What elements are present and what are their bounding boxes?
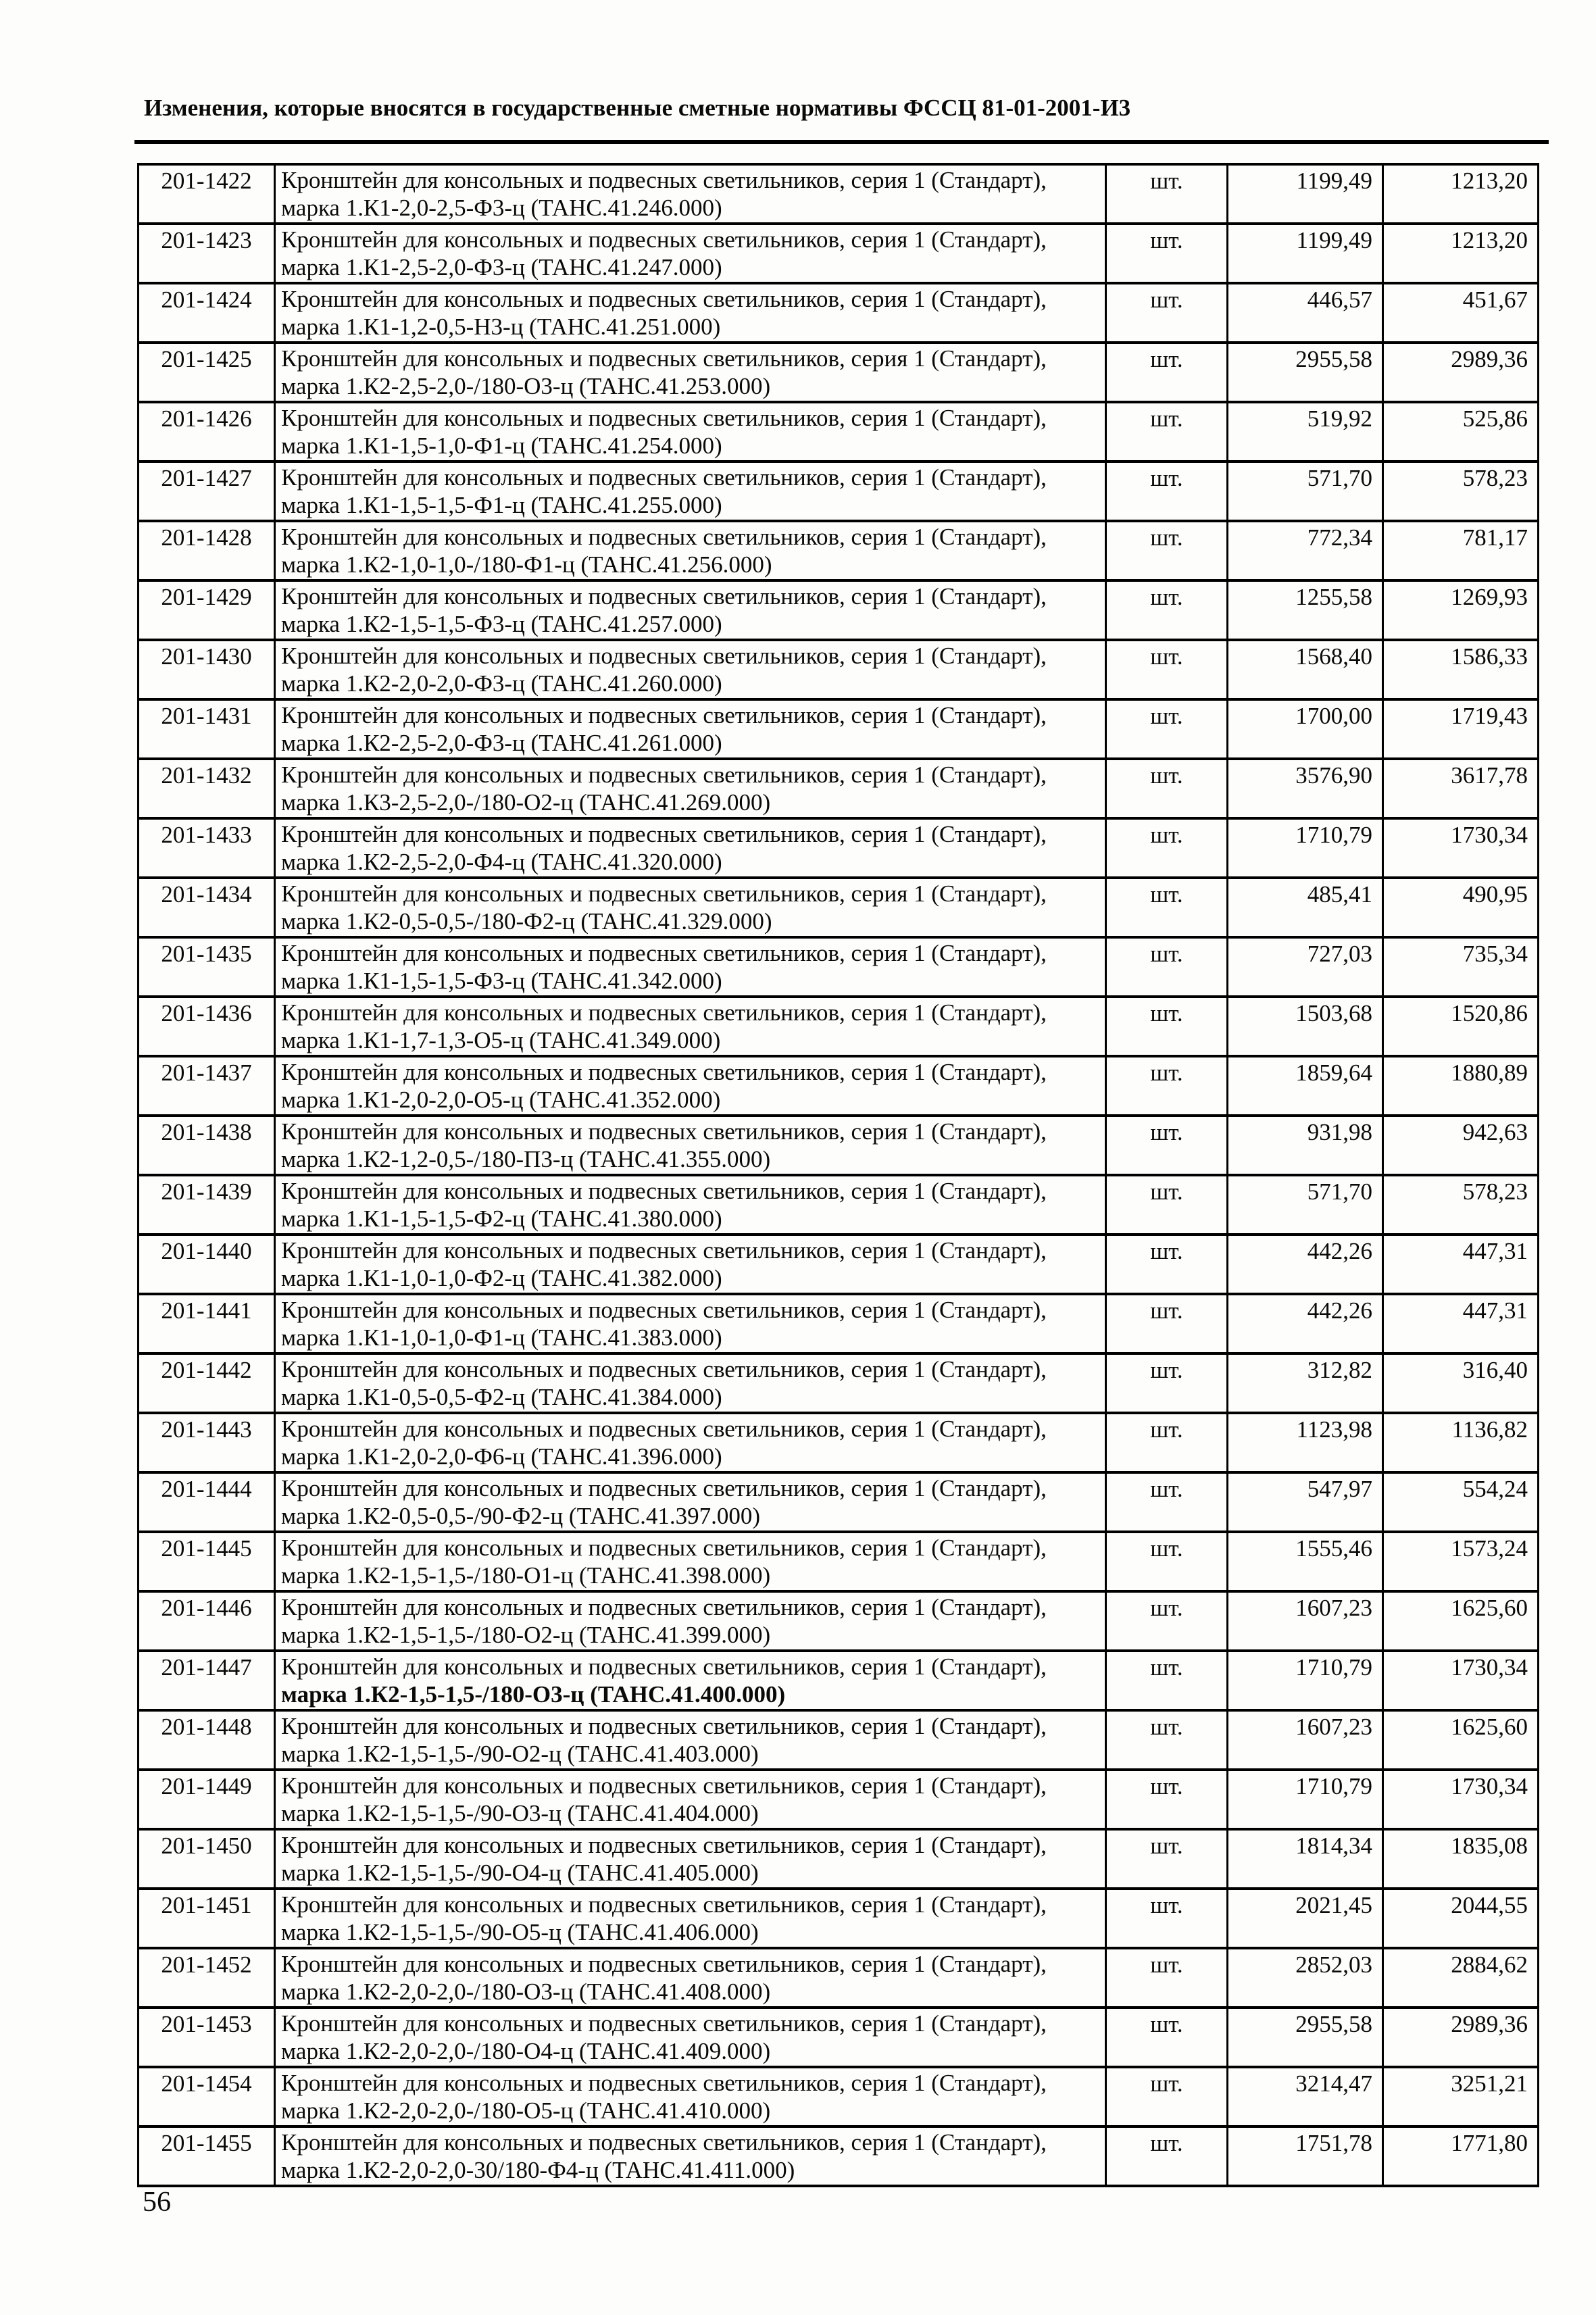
description-cell [275, 283, 1106, 343]
description-line1: Кронштейн для консольных и подвесных светильников, серия 1 (Стандарт), [281, 524, 1047, 550]
current-price-cell: 2989,36 [1383, 343, 1539, 402]
current-price-cell: 490,95 [1383, 878, 1539, 937]
base-price-cell: 519,92 [1228, 402, 1383, 462]
description-cell [275, 2008, 1106, 2067]
description-line2: марка 1.К2-0,5-0,5-/90-Ф2-ц (ТАНС.41.397.000) [281, 1503, 761, 1529]
current-price-cell: 578,23 [1383, 1175, 1539, 1235]
description-line1: Кронштейн для консольных и подвесных светильников, серия 1 (Стандарт), [281, 226, 1047, 253]
description-cell [275, 343, 1106, 402]
table-row [139, 2067, 1539, 2126]
page-number: 56 [143, 2187, 171, 2218]
unit-cell: шт. [1106, 402, 1228, 462]
table-row [139, 1591, 1539, 1651]
table-row [139, 1353, 1539, 1413]
table-row [139, 640, 1539, 699]
description-cell [275, 1948, 1106, 2008]
description-line2: марка 1.К1-1,5-1,5-Ф2-ц (ТАНС.41.380.000) [281, 1205, 722, 1232]
unit-cell: шт. [1106, 937, 1228, 997]
description-line1: Кронштейн для консольных и подвесных светильников, серия 1 (Стандарт), [281, 1297, 1047, 1323]
code-cell: 201-1436 [139, 997, 275, 1056]
unit-cell: шт. [1106, 1710, 1228, 1770]
unit-cell: шт. [1106, 1889, 1228, 1948]
description-line2: марка 1.К2-1,5-1,5-Ф3-ц (ТАНС.41.257.000) [281, 611, 722, 637]
description-line2: марка 1.К1-1,7-1,3-О5-ц (ТАНС.41.349.000) [281, 1027, 721, 1053]
current-price-cell: 1730,34 [1383, 1770, 1539, 1829]
description-cell [275, 2126, 1106, 2186]
description-cell [275, 1770, 1106, 1829]
code-cell: 201-1429 [139, 580, 275, 640]
description-line2: марка 1.К2-1,0-1,0-/180-Ф1-ц (ТАНС.41.256.000) [281, 551, 772, 578]
code-cell: 201-1443 [139, 1413, 275, 1472]
description-cell [275, 1353, 1106, 1413]
code-cell: 201-1433 [139, 818, 275, 878]
table-row [139, 2008, 1539, 2067]
unit-cell: шт. [1106, 2067, 1228, 2126]
description-cell [275, 402, 1106, 462]
base-price-cell: 1607,23 [1228, 1710, 1383, 1770]
table-row [139, 1651, 1539, 1710]
description-cell [275, 164, 1106, 224]
current-price-cell: 1269,93 [1383, 580, 1539, 640]
code-cell: 201-1451 [139, 1889, 275, 1948]
table-body [139, 164, 1539, 2186]
unit-cell: шт. [1106, 1235, 1228, 1294]
description-line1: Кронштейн для консольных и подвесных светильников, серия 1 (Стандарт), [281, 464, 1047, 491]
description-line1: Кронштейн для консольных и подвесных светильников, серия 1 (Стандарт), [281, 999, 1047, 1026]
description-line2: марка 1.К2-1,5-1,5-/90-О3-ц (ТАНС.41.404.000) [281, 1800, 759, 1826]
unit-cell: шт. [1106, 699, 1228, 759]
current-price-cell: 451,67 [1383, 283, 1539, 343]
table-row [139, 164, 1539, 224]
code-cell: 201-1440 [139, 1235, 275, 1294]
description-cell [275, 818, 1106, 878]
base-price-cell: 727,03 [1228, 937, 1383, 997]
table-row [139, 224, 1539, 283]
unit-cell: шт. [1106, 878, 1228, 937]
description-cell [275, 1591, 1106, 1651]
base-price-cell: 1123,98 [1228, 1413, 1383, 1472]
base-price-cell: 3214,47 [1228, 2067, 1383, 2126]
current-price-cell: 1136,82 [1383, 1413, 1539, 1472]
unit-cell: шт. [1106, 521, 1228, 580]
unit-cell: шт. [1106, 1770, 1228, 1829]
description-cell [275, 1294, 1106, 1353]
base-price-cell: 2955,58 [1228, 2008, 1383, 2067]
table-row [139, 402, 1539, 462]
table-row [139, 343, 1539, 402]
unit-cell: шт. [1106, 1116, 1228, 1175]
base-price-cell: 1859,64 [1228, 1056, 1383, 1116]
description-cell [275, 759, 1106, 818]
description-line2: марка 1.К1-1,0-1,0-Ф1-ц (ТАНС.41.383.000) [281, 1324, 722, 1351]
base-price-cell: 3576,90 [1228, 759, 1383, 818]
description-cell [275, 878, 1106, 937]
current-price-cell: 2989,36 [1383, 2008, 1539, 2067]
description-line2: марка 1.К2-2,0-2,0-Ф3-ц (ТАНС.41.260.000) [281, 670, 722, 697]
description-line2: марка 1.К1-1,5-1,5-Ф1-ц (ТАНС.41.255.000) [281, 492, 722, 518]
description-cell [275, 1413, 1106, 1472]
description-line1: Кронштейн для консольных и подвесных светильников, серия 1 (Стандарт), [281, 2010, 1047, 2037]
description-line1: Кронштейн для консольных и подвесных светильников, серия 1 (Стандарт), [281, 1059, 1047, 1085]
table-row [139, 1235, 1539, 1294]
current-price-cell: 1625,60 [1383, 1591, 1539, 1651]
code-cell: 201-1453 [139, 2008, 275, 2067]
current-price-cell: 1730,34 [1383, 1651, 1539, 1710]
description-line1: Кронштейн для консольных и подвесных светильников, серия 1 (Стандарт), [281, 821, 1047, 847]
current-price-cell: 942,63 [1383, 1116, 1539, 1175]
code-cell: 201-1450 [139, 1829, 275, 1889]
code-cell: 201-1444 [139, 1472, 275, 1532]
unit-cell: шт. [1106, 1353, 1228, 1413]
description-cell [275, 1532, 1106, 1591]
description-line2: марка 1.К1-1,2-0,5-Н3-ц (ТАНС.41.251.000) [281, 314, 721, 340]
base-price-cell: 1607,23 [1228, 1591, 1383, 1651]
current-price-cell: 1771,80 [1383, 2126, 1539, 2186]
base-price-cell: 931,98 [1228, 1116, 1383, 1175]
unit-cell: шт. [1106, 997, 1228, 1056]
description-line2: марка 1.К2-2,0-2,0-30/180-Ф4-ц (ТАНС.41.411.000) [281, 2157, 795, 2183]
unit-cell: шт. [1106, 580, 1228, 640]
unit-cell: шт. [1106, 2008, 1228, 2067]
table-row [139, 1413, 1539, 1472]
description-cell [275, 521, 1106, 580]
description-line1: Кронштейн для консольных и подвесных светильников, серия 1 (Стандарт), [281, 345, 1047, 372]
table-row [139, 1532, 1539, 1591]
description-line2: марка 1.К1-2,0-2,0-Ф6-ц (ТАНС.41.396.000) [281, 1443, 722, 1470]
code-cell: 201-1454 [139, 2067, 275, 2126]
description-line1: Кронштейн для консольных и подвесных светильников, серия 1 (Стандарт), [281, 1891, 1047, 1918]
table-row [139, 2126, 1539, 2186]
unit-cell: шт. [1106, 1829, 1228, 1889]
description-line1: Кронштейн для консольных и подвесных светильников, серия 1 (Стандарт), [281, 1356, 1047, 1383]
unit-cell: шт. [1106, 2126, 1228, 2186]
unit-cell: шт. [1106, 224, 1228, 283]
description-line2: марка 1.К2-1,5-1,5-/90-О2-ц (ТАНС.41.403.000) [281, 1741, 759, 1767]
base-price-cell: 1710,79 [1228, 1770, 1383, 1829]
code-cell: 201-1424 [139, 283, 275, 343]
code-cell: 201-1439 [139, 1175, 275, 1235]
description-cell [275, 1829, 1106, 1889]
table-row [139, 283, 1539, 343]
table-row [139, 1889, 1539, 1948]
page-title: Изменения, которые вносятся в государственные сметные нормативы ФССЦ 81-01-2001-И3 [144, 95, 1131, 121]
current-price-cell: 1719,43 [1383, 699, 1539, 759]
table-row [139, 1948, 1539, 2008]
unit-cell: шт. [1106, 1948, 1228, 2008]
base-price-cell: 1503,68 [1228, 997, 1383, 1056]
current-price-cell: 3617,78 [1383, 759, 1539, 818]
current-price-cell: 1573,24 [1383, 1532, 1539, 1591]
description-line2: марка 1.К2-0,5-0,5-/180-Ф2-ц (ТАНС.41.329.000) [281, 908, 772, 935]
code-cell: 201-1449 [139, 1770, 275, 1829]
table-row [139, 1175, 1539, 1235]
description-cell [275, 699, 1106, 759]
description-line2: марка 1.К2-2,0-2,0-/180-О5-ц (ТАНС.41.410.000) [281, 2097, 771, 2124]
description-cell [275, 1056, 1106, 1116]
table-row [139, 1294, 1539, 1353]
price-table [137, 163, 1539, 2187]
description-cell [275, 997, 1106, 1056]
description-cell [275, 1472, 1106, 1532]
description-cell [275, 1235, 1106, 1294]
description-line2: марка 1.К2-2,5-2,0-Ф4-ц (ТАНС.41.320.000) [281, 849, 722, 875]
current-price-cell: 1213,20 [1383, 224, 1539, 283]
description-line1: Кронштейн для консольных и подвесных светильников, серия 1 (Стандарт), [281, 1594, 1047, 1620]
table-row [139, 1472, 1539, 1532]
description-cell [275, 1175, 1106, 1235]
table-row [139, 580, 1539, 640]
description-line2: марка 1.К2-2,5-2,0-/180-О3-ц (ТАНС.41.253.000) [281, 373, 771, 399]
table-row [139, 1829, 1539, 1889]
current-price-cell: 316,40 [1383, 1353, 1539, 1413]
unit-cell: шт. [1106, 1056, 1228, 1116]
description-cell [275, 1116, 1106, 1175]
description-line2: марка 1.К1-1,5-1,0-Ф1-ц (ТАНС.41.254.000) [281, 432, 722, 459]
description-line2: марка 1.К2-1,5-1,5-/90-О4-ц (ТАНС.41.405.000) [281, 1860, 759, 1886]
base-price-cell: 571,70 [1228, 1175, 1383, 1235]
description-line1: Кронштейн для консольных и подвесных светильников, серия 1 (Стандарт), [281, 1475, 1047, 1501]
unit-cell: шт. [1106, 1532, 1228, 1591]
description-line1: Кронштейн для консольных и подвесных светильников, серия 1 (Стандарт), [281, 2070, 1047, 2096]
description-line1: Кронштейн для консольных и подвесных светильников, серия 1 (Стандарт), [281, 762, 1047, 788]
code-cell: 201-1455 [139, 2126, 275, 2186]
code-cell: 201-1432 [139, 759, 275, 818]
current-price-cell: 1835,08 [1383, 1829, 1539, 1889]
unit-cell: шт. [1106, 1175, 1228, 1235]
description-line1: Кронштейн для консольных и подвесных светильников, серия 1 (Стандарт), [281, 1951, 1047, 1977]
code-cell: 201-1447 [139, 1651, 275, 1710]
base-price-cell: 547,97 [1228, 1472, 1383, 1532]
current-price-cell: 2884,62 [1383, 1948, 1539, 2008]
table-row [139, 937, 1539, 997]
current-price-cell: 1625,60 [1383, 1710, 1539, 1770]
description-line1: Кронштейн для консольных и подвесных светильников, серия 1 (Стандарт), [281, 880, 1047, 907]
base-price-cell: 1199,49 [1228, 224, 1383, 283]
code-cell: 201-1426 [139, 402, 275, 462]
unit-cell: шт. [1106, 343, 1228, 402]
base-price-cell: 485,41 [1228, 878, 1383, 937]
description-line1: Кронштейн для консольных и подвесных светильников, серия 1 (Стандарт), [281, 1653, 1047, 1680]
description-cell [275, 224, 1106, 283]
table-row [139, 1116, 1539, 1175]
base-price-cell: 446,57 [1228, 283, 1383, 343]
current-price-cell: 447,31 [1383, 1294, 1539, 1353]
unit-cell: шт. [1106, 1294, 1228, 1353]
description-cell [275, 640, 1106, 699]
header-divider [134, 140, 1549, 144]
code-cell: 201-1446 [139, 1591, 275, 1651]
current-price-cell: 578,23 [1383, 462, 1539, 521]
description-line1: Кронштейн для консольных и подвесных светильников, серия 1 (Стандарт), [281, 1713, 1047, 1739]
current-price-cell: 447,31 [1383, 1235, 1539, 1294]
code-cell: 201-1431 [139, 699, 275, 759]
description-line2: марка 1.К2-2,5-2,0-Ф3-ц (ТАНС.41.261.000) [281, 730, 722, 756]
base-price-cell: 2955,58 [1228, 343, 1383, 402]
unit-cell: шт. [1106, 640, 1228, 699]
base-price-cell: 1255,58 [1228, 580, 1383, 640]
base-price-cell: 442,26 [1228, 1294, 1383, 1353]
description-line2: марка 1.К2-1,5-1,5-/180-О3-ц (ТАНС.41.400.000) [281, 1681, 786, 1708]
description-cell [275, 1651, 1106, 1710]
description-line1: Кронштейн для консольных и подвесных светильников, серия 1 (Стандарт), [281, 1178, 1047, 1204]
code-cell: 201-1448 [139, 1710, 275, 1770]
description-line2: марка 1.К2-1,5-1,5-/90-О5-ц (ТАНС.41.406.000) [281, 1919, 759, 1945]
table-row [139, 699, 1539, 759]
description-line2: марка 1.К1-2,0-2,0-О5-ц (ТАНС.41.352.000) [281, 1087, 721, 1113]
description-line1: Кронштейн для консольных и подвесных светильников, серия 1 (Стандарт), [281, 583, 1047, 609]
description-line2: марка 1.К1-1,0-1,0-Ф2-ц (ТАНС.41.382.000) [281, 1265, 722, 1291]
table-row [139, 997, 1539, 1056]
description-line1: Кронштейн для консольных и подвесных светильников, серия 1 (Стандарт), [281, 643, 1047, 669]
base-price-cell: 312,82 [1228, 1353, 1383, 1413]
unit-cell: шт. [1106, 818, 1228, 878]
current-price-cell: 735,34 [1383, 937, 1539, 997]
unit-cell: шт. [1106, 759, 1228, 818]
code-cell: 201-1430 [139, 640, 275, 699]
base-price-cell: 1700,00 [1228, 699, 1383, 759]
current-price-cell: 525,86 [1383, 402, 1539, 462]
current-price-cell: 554,24 [1383, 1472, 1539, 1532]
base-price-cell: 1710,79 [1228, 1651, 1383, 1710]
table-row [139, 759, 1539, 818]
code-cell: 201-1428 [139, 521, 275, 580]
description-line2: марка 1.К2-1,5-1,5-/180-О1-ц (ТАНС.41.398.000) [281, 1562, 771, 1589]
description-line2: марка 1.К2-2,0-2,0-/180-О3-ц (ТАНС.41.408.000) [281, 1978, 771, 2005]
table-row [139, 521, 1539, 580]
base-price-cell: 772,34 [1228, 521, 1383, 580]
table-row [139, 462, 1539, 521]
code-cell: 201-1445 [139, 1532, 275, 1591]
code-cell: 201-1435 [139, 937, 275, 997]
current-price-cell: 2044,55 [1383, 1889, 1539, 1948]
code-cell: 201-1422 [139, 164, 275, 224]
table-row [139, 1770, 1539, 1829]
code-cell: 201-1452 [139, 1948, 275, 2008]
code-cell: 201-1423 [139, 224, 275, 283]
base-price-cell: 2021,45 [1228, 1889, 1383, 1948]
table-row [139, 878, 1539, 937]
code-cell: 201-1425 [139, 343, 275, 402]
code-cell: 201-1441 [139, 1294, 275, 1353]
description-line1: Кронштейн для консольных и подвесных светильников, серия 1 (Стандарт), [281, 940, 1047, 966]
description-line2: марка 1.К2-1,5-1,5-/180-О2-ц (ТАНС.41.399.000) [281, 1622, 771, 1648]
current-price-cell: 1880,89 [1383, 1056, 1539, 1116]
code-cell: 201-1438 [139, 1116, 275, 1175]
description-cell [275, 580, 1106, 640]
current-price-cell: 1520,86 [1383, 997, 1539, 1056]
description-line2: марка 1.К1-2,5-2,0-Ф3-ц (ТАНС.41.247.000) [281, 254, 722, 280]
description-cell [275, 462, 1106, 521]
description-line2: марка 1.К1-0,5-0,5-Ф2-ц (ТАНС.41.384.000) [281, 1384, 722, 1410]
code-cell: 201-1442 [139, 1353, 275, 1413]
code-cell: 201-1427 [139, 462, 275, 521]
unit-cell: шт. [1106, 1651, 1228, 1710]
description-line1: Кронштейн для консольных и подвесных светильников, серия 1 (Стандарт), [281, 702, 1047, 728]
unit-cell: шт. [1106, 462, 1228, 521]
table-row [139, 818, 1539, 878]
description-line2: марка 1.К1-2,0-2,5-Ф3-ц (ТАНС.41.246.000) [281, 195, 722, 221]
code-cell: 201-1437 [139, 1056, 275, 1116]
description-line1: Кронштейн для консольных и подвесных светильников, серия 1 (Стандарт), [281, 167, 1047, 193]
description-line2: марка 1.К3-2,5-2,0-/180-О2-ц (ТАНС.41.269.000) [281, 789, 771, 816]
description-line1: Кронштейн для консольных и подвесных светильников, серия 1 (Стандарт), [281, 1237, 1047, 1264]
current-price-cell: 781,17 [1383, 521, 1539, 580]
base-price-cell: 1568,40 [1228, 640, 1383, 699]
base-price-cell: 2852,03 [1228, 1948, 1383, 2008]
base-price-cell: 1751,78 [1228, 2126, 1383, 2186]
description-line1: Кронштейн для консольных и подвесных светильников, серия 1 (Стандарт), [281, 1535, 1047, 1561]
table-row [139, 1056, 1539, 1116]
code-cell: 201-1434 [139, 878, 275, 937]
description-line1: Кронштейн для консольных и подвесных светильников, серия 1 (Стандарт), [281, 1416, 1047, 1442]
description-line1: Кронштейн для консольных и подвесных светильников, серия 1 (Стандарт), [281, 2129, 1047, 2156]
base-price-cell: 1199,49 [1228, 164, 1383, 224]
description-line1: Кронштейн для консольных и подвесных светильников, серия 1 (Стандарт), [281, 1832, 1047, 1858]
current-price-cell: 3251,21 [1383, 2067, 1539, 2126]
base-price-cell: 1710,79 [1228, 818, 1383, 878]
unit-cell: шт. [1106, 1413, 1228, 1472]
description-cell [275, 1710, 1106, 1770]
current-price-cell: 1586,33 [1383, 640, 1539, 699]
unit-cell: шт. [1106, 1591, 1228, 1651]
description-line1: Кронштейн для консольных и подвесных светильников, серия 1 (Стандарт), [281, 405, 1047, 431]
description-line1: Кронштейн для консольных и подвесных светильников, серия 1 (Стандарт), [281, 1772, 1047, 1799]
description-line2: марка 1.К2-1,2-0,5-/180-П3-ц (ТАНС.41.355.000) [281, 1146, 771, 1172]
unit-cell: шт. [1106, 164, 1228, 224]
unit-cell: шт. [1106, 283, 1228, 343]
description-cell [275, 2067, 1106, 2126]
current-price-cell: 1730,34 [1383, 818, 1539, 878]
description-line1: Кронштейн для консольных и подвесных светильников, серия 1 (Стандарт), [281, 286, 1047, 312]
table-row [139, 1710, 1539, 1770]
base-price-cell: 571,70 [1228, 462, 1383, 521]
description-line1: Кронштейн для консольных и подвесных светильников, серия 1 (Стандарт), [281, 1118, 1047, 1145]
base-price-cell: 1814,34 [1228, 1829, 1383, 1889]
unit-cell: шт. [1106, 1472, 1228, 1532]
base-price-cell: 1555,46 [1228, 1532, 1383, 1591]
description-line2: марка 1.К1-1,5-1,5-Ф3-ц (ТАНС.41.342.000) [281, 968, 722, 994]
current-price-cell: 1213,20 [1383, 164, 1539, 224]
description-cell [275, 1889, 1106, 1948]
description-cell [275, 937, 1106, 997]
base-price-cell: 442,26 [1228, 1235, 1383, 1294]
description-line2: марка 1.К2-2,0-2,0-/180-О4-ц (ТАНС.41.409.000) [281, 2038, 771, 2064]
